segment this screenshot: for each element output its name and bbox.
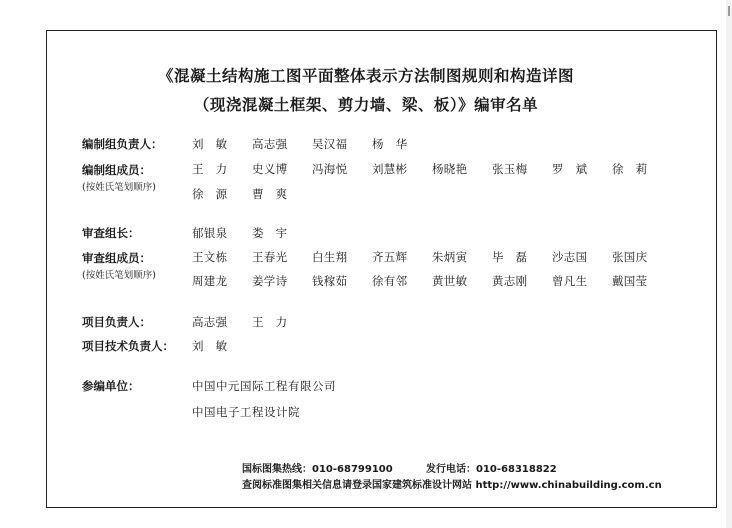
review-lead-name: 郁银泉 <box>192 226 228 240</box>
project-lead-label: 项目负责人： <box>82 315 151 329</box>
editor-member-name: 曹 爽 <box>252 187 288 201</box>
editor-member-name: 刘慧彬 <box>372 162 408 176</box>
review-member-name: 戴国莹 <box>612 274 648 288</box>
review-member-name: 曾凡生 <box>552 274 588 288</box>
review-members-label: 审查组成员： <box>82 251 151 265</box>
editor-member-name: 史义博 <box>252 162 288 176</box>
editor-lead-name: 杨 华 <box>372 137 408 151</box>
participating-unit: 中国中元国际工程有限公司 <box>192 379 336 393</box>
editor-member-name: 徐 莉 <box>612 162 648 176</box>
editor-lead-name: 高志强 <box>252 137 288 151</box>
review-member-name: 沙志国 <box>552 250 588 264</box>
review-member-name: 张国庆 <box>612 250 648 264</box>
project-lead-name: 高志强 <box>192 315 228 329</box>
review-lead-label: 审查组长： <box>82 226 140 240</box>
review-member-name: 王文栋 <box>192 250 228 264</box>
tech-lead-name: 刘 敏 <box>192 339 228 353</box>
editor-member-name: 徐 源 <box>192 187 228 201</box>
review-member-name: 钱稼茹 <box>312 274 348 288</box>
editor-lead-name: 吴汉福 <box>312 137 348 151</box>
review-lead-name: 娄 宇 <box>252 226 288 240</box>
review-member-name: 姜学诗 <box>252 274 288 288</box>
editor-lead-label: 编制组负责人： <box>82 137 163 151</box>
review-member-name: 王春光 <box>252 250 288 264</box>
hotline-text: 国标图集热线：010-68799100 <box>242 464 393 475</box>
project-lead-name: 王 力 <box>252 315 288 329</box>
editor-member-name: 张玉梅 <box>492 162 528 176</box>
review-member-name: 徐有邻 <box>372 274 408 288</box>
review-member-name: 黄世敏 <box>432 274 468 288</box>
website-text: 查阅标准图集相关信息请登录国家建筑标准设计网站 http://www.chinabuilding.com.cn <box>242 480 662 491</box>
review-members-note: (按姓氏笔划顺序) <box>82 270 156 281</box>
review-member-name: 黄志刚 <box>492 274 528 288</box>
editor-members-note: (按姓氏笔划顺序) <box>82 182 156 193</box>
review-member-name: 周建龙 <box>192 274 228 288</box>
editor-members-label: 编制组成员： <box>82 163 151 177</box>
review-member-name: 白生翔 <box>312 250 348 264</box>
participating-unit: 中国电子工程设计院 <box>192 405 300 419</box>
review-member-name: 毕 磊 <box>492 250 528 264</box>
editor-lead-name: 刘 敏 <box>192 137 228 151</box>
editor-member-name: 冯海悦 <box>312 162 348 176</box>
editor-member-name: 王 力 <box>192 162 228 176</box>
title-line-2: （现浇混凝土框架、剪力墙、梁、板）》编审名单 <box>193 96 539 114</box>
editor-member-name: 杨晓艳 <box>432 162 468 176</box>
units-label: 参编单位： <box>82 379 140 393</box>
review-member-name: 朱炳寅 <box>432 250 468 264</box>
sales-phone-text: 发行电话：010-68318822 <box>426 464 557 475</box>
review-member-name: 齐五辉 <box>372 250 408 264</box>
editor-member-name: 罗 斌 <box>552 162 588 176</box>
title-line-1: 《混凝土结构施工图平面整体表示方法制图规则和构造详图 <box>157 67 574 85</box>
tech-lead-label: 项目技术负责人： <box>82 339 174 353</box>
